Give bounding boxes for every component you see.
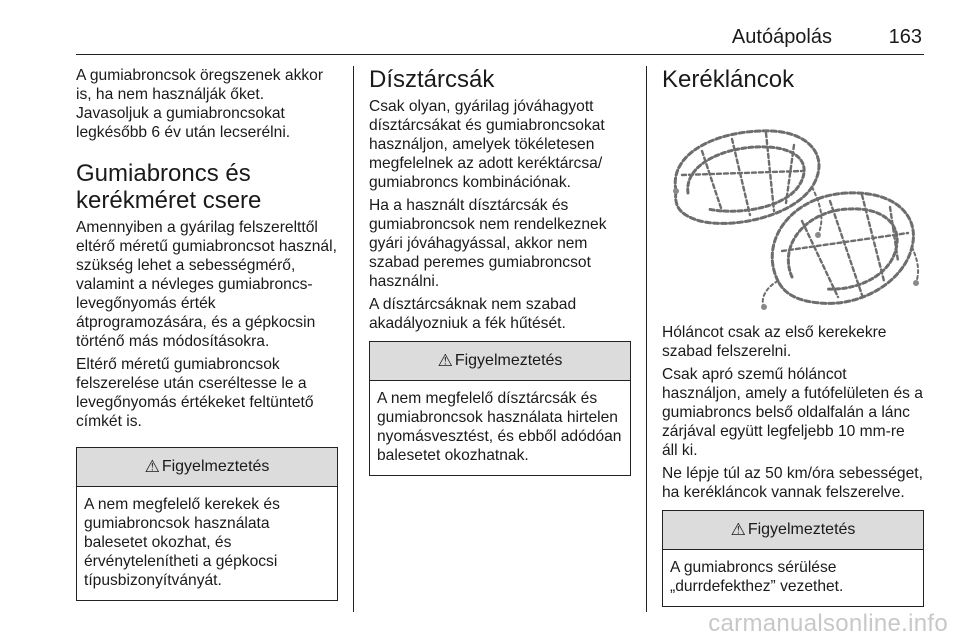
warning-header (77, 448, 337, 487)
page-header (76, 24, 924, 55)
tire-change-paragraph-2: Eltérő méretű gumiabroncsok felszerelése után cseréltesse le a levegőnyomás értékeket feltüntető címkét is. (76, 356, 314, 430)
warning-body (663, 550, 923, 606)
wheel-covers-paragraph-3: A dísztárcsáknak nem szabad akadályozniuk a fék hűtését. (369, 296, 577, 332)
warning-text: A nem megfelelő dísztárcsák és gumiabroncsok használata hirtelen nyomásvesztést, és ebből adódóan balesetet okozhatnak. (377, 390, 622, 464)
wheel-covers-paragraph-1: Csak olyan, gyárilag jóváhagyott dísztárcsákat és gumiabroncsokat használjon, amelyek tökéletesen megfelelnek az adott keréktárcsa/ gumiabroncs kombinációnak. (369, 98, 605, 191)
warning-text: A nem megfelelő kerekek és gumiabroncsok használata balesetet okozhat, és érvénytelenítheti a gépkocsi típusbizonyítványát. (84, 496, 280, 589)
column-divider (353, 66, 354, 612)
warning-box (76, 447, 338, 601)
snow-chains-heading: Kerékláncok (662, 66, 795, 93)
warning-header (370, 342, 630, 381)
warning-triangle-icon: ⚠ (144, 457, 160, 476)
column-right (662, 66, 924, 607)
column-divider (646, 66, 647, 612)
section-title: Autóápolás (731, 26, 832, 48)
watermark: carmanualsonline.info (708, 610, 948, 637)
warning-text: A gumiabroncs sérülése „durrdefekthez” vezethet. (670, 559, 844, 595)
intro-paragraph: A gumiabroncsok öregszenek akkor is, ha nem használják őket. Javasoljuk a gumiabroncsokat legkésőbb 6 év után lecserélni. (76, 67, 324, 141)
warning-triangle-icon: ⚠ (437, 351, 453, 370)
warning-body (370, 381, 630, 475)
warning-header (663, 511, 923, 550)
wheel-covers-heading: Dísztárcsák (369, 66, 495, 93)
page-number: 163 (888, 26, 922, 48)
tire-change-heading: Gumiabroncs és kerékméret csere (76, 160, 262, 214)
snow-chains-paragraph-2: Csak apró szemű hóláncot használjon, amely a futófelületen és a gumiabroncs belső oldalfalán a lánc zárjával együtt legfeljebb 10 mm-re áll ki. (662, 366, 923, 459)
tire-change-paragraph-1: Amennyiben a gyárilag felszerelttől eltérő méretű gumiabroncsot használ, szükség lehet a sebességmérő, valamint a névleges gumiabroncs-levegőnyomás érték átprogramozására, és a gépkocsin történő más módosításokra. (76, 219, 337, 350)
warning-title: Figyelmeztetés (747, 521, 856, 538)
snow-chains-illustration (662, 111, 924, 311)
snow-chains-paragraph-3: Ne lépje túl az 50 km/óra sebességet, ha kerékláncok vannak felszerelve. (662, 465, 923, 501)
warning-title: Figyelmeztetés (454, 352, 563, 369)
warning-box (662, 510, 924, 607)
warning-triangle-icon: ⚠ (730, 520, 746, 539)
warning-box (369, 341, 631, 476)
column-middle (369, 66, 631, 476)
column-left (76, 66, 338, 601)
warning-title: Figyelmeztetés (161, 458, 270, 475)
warning-body (77, 487, 337, 600)
wheel-covers-paragraph-2: Ha a használt dísztárcsák és gumiabroncsok nem rendelkeznek gyári jóváhagyással, akkor nem szabad peremes gumiabroncsot használni. (369, 197, 607, 290)
snow-chains-paragraph-1: Hóláncot csak az első kerekekre szabad felszerelni. (662, 324, 887, 360)
